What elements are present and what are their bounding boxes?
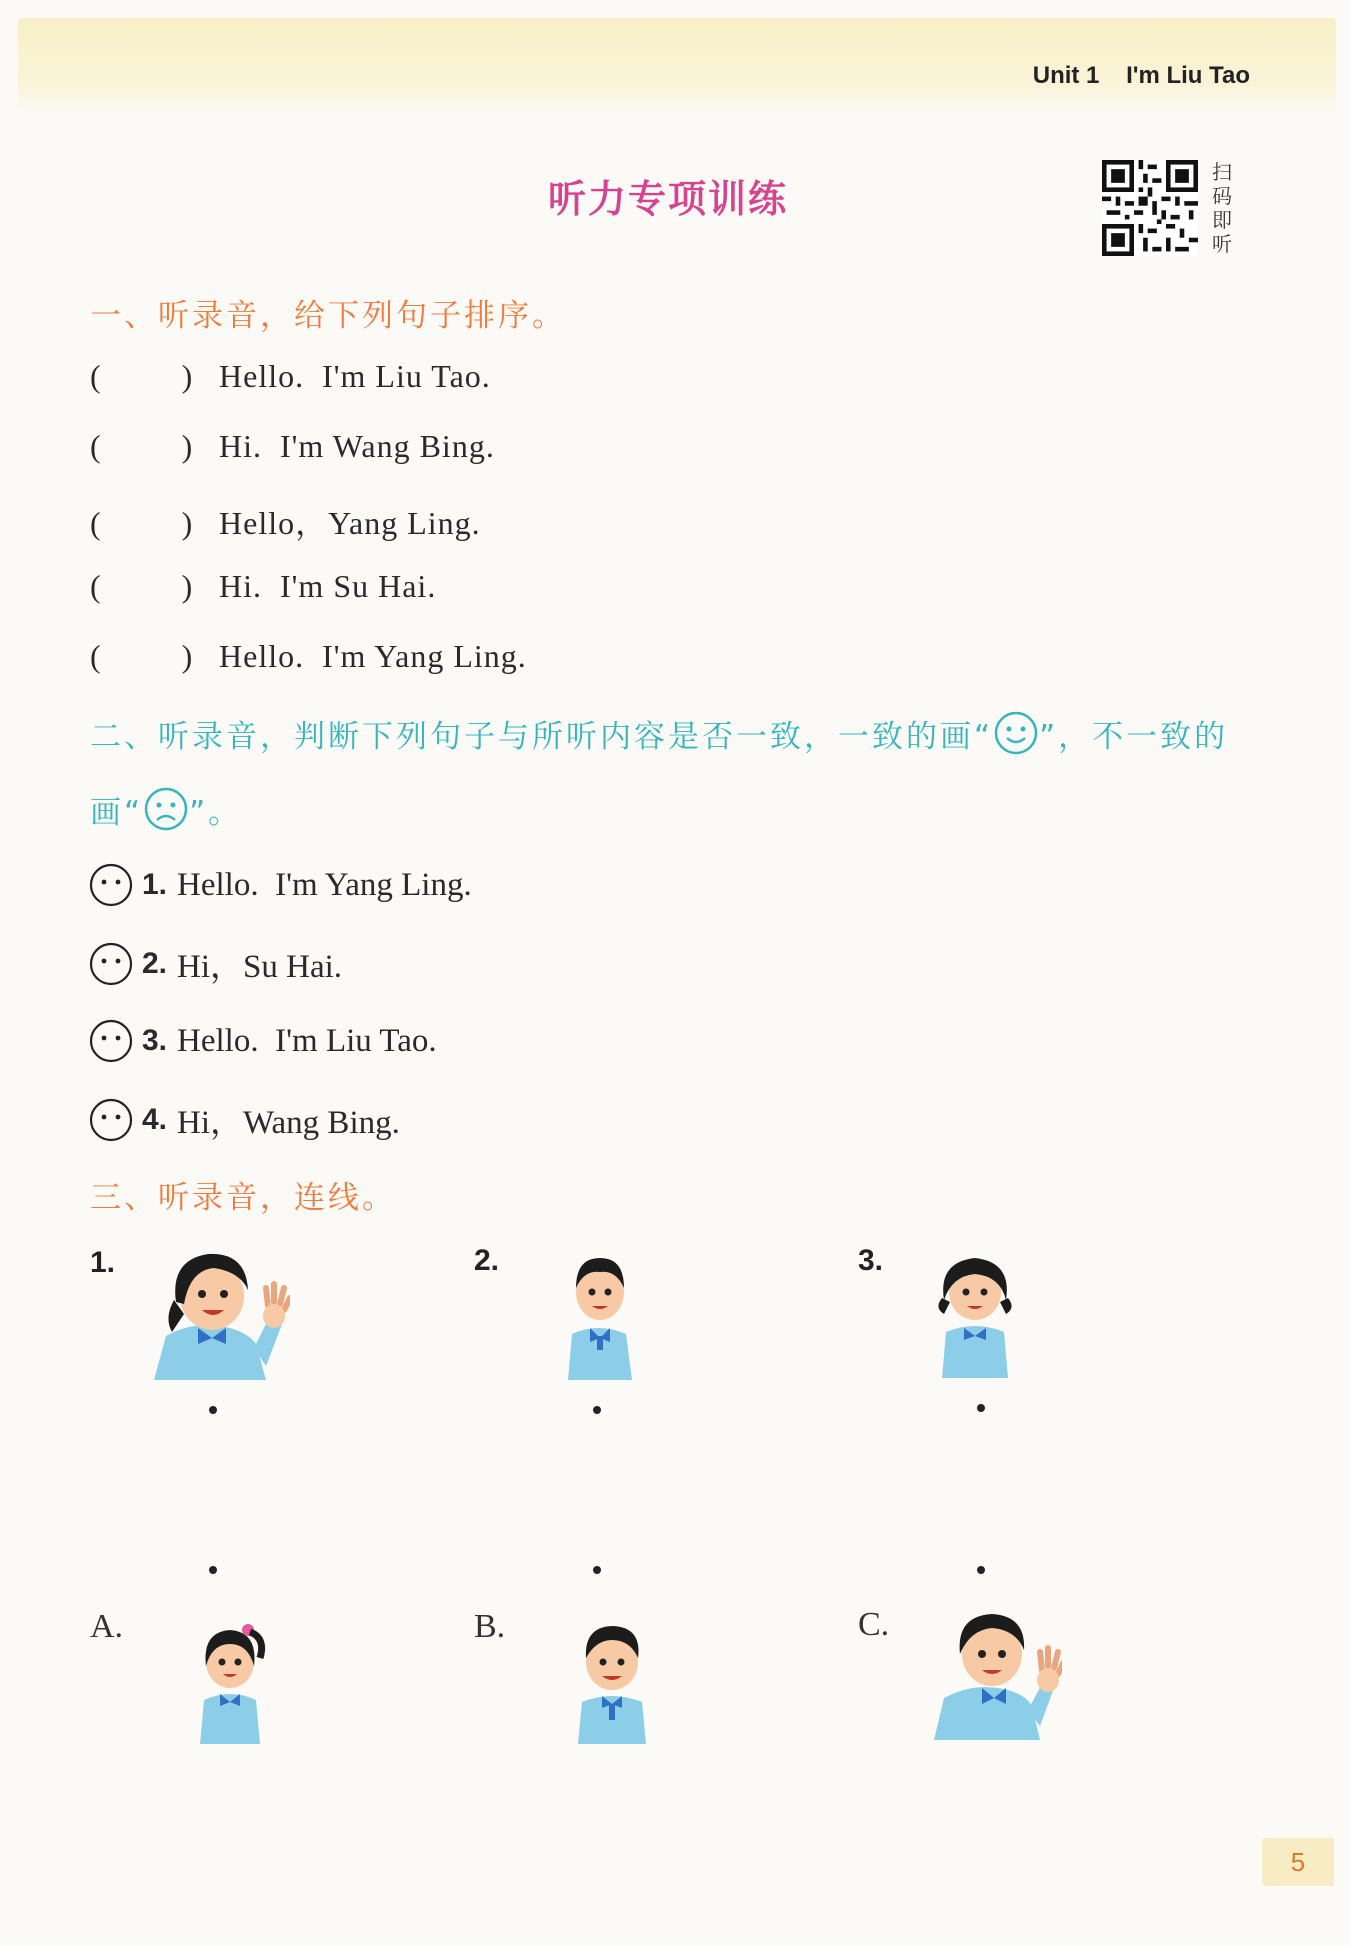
section1-heading: 一、听录音，给下列句子排序。 xyxy=(90,298,566,334)
qr-caption: 扫码即听 xyxy=(1212,160,1232,256)
girl-standing-illustration xyxy=(930,1248,1020,1378)
blank-face-icon[interactable] xyxy=(88,1097,134,1143)
smile-face-icon xyxy=(993,710,1039,756)
section2-heading: 二、听录音，判断下列句子与所听内容是否一致，一致的画“ ”，不一致的 xyxy=(90,710,1228,756)
match-top-label-3: 3. xyxy=(858,1244,884,1277)
answer-paren[interactable]: ( ) xyxy=(90,568,194,604)
list-item: ( ) Hi. I'm Wang Bing. xyxy=(90,428,495,464)
answer-paren[interactable]: ( ) xyxy=(90,428,194,464)
match-dot-bottom-B[interactable] xyxy=(593,1566,601,1574)
blank-face-icon[interactable] xyxy=(88,1018,134,1064)
list-item: 2. Hi，Su Hai. xyxy=(88,940,342,987)
match-dot-bottom-C[interactable] xyxy=(977,1566,985,1574)
girl-ponytail-illustration xyxy=(190,1618,270,1744)
answer-paren[interactable]: ( ) xyxy=(90,638,194,674)
list-item: ( ) Hi. I'm Su Hai. xyxy=(90,568,437,604)
blank-face-icon[interactable] xyxy=(88,941,134,987)
list-item: ( ) Hello，Yang Ling. xyxy=(90,505,481,541)
list-item: 1. Hello. I'm Yang Ling. xyxy=(88,862,472,908)
match-bottom-label-A: A. xyxy=(90,1608,124,1645)
list-item: ( ) Hello. I'm Yang Ling. xyxy=(90,638,527,674)
match-bottom-label-B: B. xyxy=(474,1608,506,1645)
answer-paren[interactable]: ( ) xyxy=(90,505,194,541)
match-dot-top-1[interactable] xyxy=(209,1406,217,1414)
boy-smiling-illustration xyxy=(570,1618,654,1744)
list-item: 3. Hello. I'm Liu Tao. xyxy=(88,1018,437,1064)
frown-face-icon xyxy=(143,786,189,832)
girl-waving-illustration xyxy=(150,1248,290,1380)
page-title: 听力专项训练 xyxy=(547,177,788,221)
page-number: 5 xyxy=(1262,1838,1334,1886)
qr-code-icon[interactable] xyxy=(1102,160,1198,256)
boy-standing-illustration xyxy=(560,1248,640,1380)
unit-title: Unit 1 I'm Liu Tao xyxy=(1032,62,1250,89)
match-bottom-label-C: C. xyxy=(858,1606,890,1643)
match-top-label-1: 1. xyxy=(90,1246,116,1279)
section2-heading-line2: 画“ ”。 xyxy=(90,786,242,832)
blank-face-icon[interactable] xyxy=(88,862,134,908)
match-dot-bottom-A[interactable] xyxy=(209,1566,217,1574)
match-dot-top-3[interactable] xyxy=(977,1404,985,1412)
answer-paren[interactable]: ( ) xyxy=(90,358,194,394)
list-item: ( ) Hello. I'm Liu Tao. xyxy=(90,358,491,394)
boy-waving-illustration xyxy=(930,1608,1062,1740)
match-dot-top-2[interactable] xyxy=(593,1406,601,1414)
list-item: 4. Hi，Wang Bing. xyxy=(88,1096,400,1143)
match-top-label-2: 2. xyxy=(474,1244,500,1277)
section3-heading: 三、听录音，连线。 xyxy=(90,1180,396,1216)
